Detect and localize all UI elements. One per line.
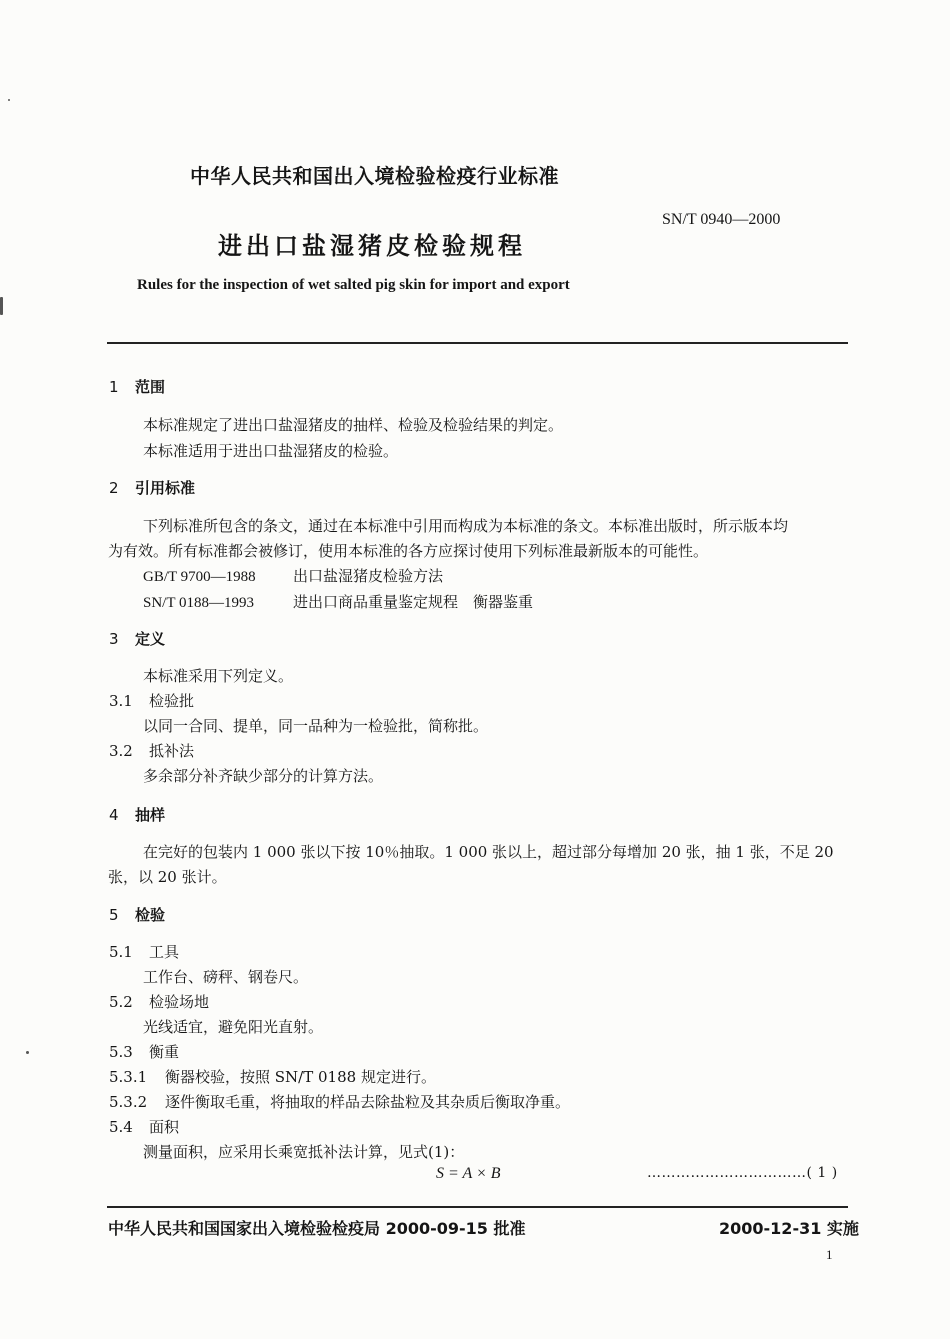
clause-text: 工作台、磅秤、钢卷尺。 [143,968,309,986]
definition-text: 以同一合同、提单，同一品种为一检验批，简称批。 [143,717,489,735]
clause-number: 5.3.2 [109,1093,148,1111]
paragraph: 下列标准所包含的条文，通过在本标准中引用而构成为本标准的条文。本标准出版时，所示版本均 [143,517,789,535]
definition-3-1-heading [109,690,194,711]
footer-divider [107,1206,848,1208]
clause-text: 逐件衡取毛重，将抽取的样品去除盐粒及其杂质后衡取净重。 [165,1093,571,1111]
clause-term: 面积 [149,1118,180,1136]
section-number: 3 [109,630,119,648]
section-3-heading [109,628,165,649]
paragraph: 本标准适用于进出口盐湿猪皮的检验。 [143,442,399,460]
clause-number: 5.2 [109,993,133,1011]
clause-number: 3.2 [109,742,133,760]
clause-text: 测量面积，应采用长乘宽抵补法计算，见式(1)： [143,1143,465,1161]
reference-title: 进出口商品重量鉴定规程 衡器鉴重 [293,593,534,611]
area-formula: S = A × B [436,1165,501,1182]
clause-5-3-2 [109,1091,570,1112]
section-number: 1 [109,378,119,396]
section-title: 引用标准 [135,479,196,497]
section-title: 定义 [135,630,166,648]
section-number: 5 [109,906,119,924]
section-title: 检验 [135,906,166,924]
section-5-heading [109,904,165,925]
paragraph: 在完好的包装内 1 000 张以下按 10％抽取。1 000 张以上，超过部分每增加 20 张，抽 1 张，不足 20 [143,843,834,861]
clause-term: 检验批 [149,692,195,710]
effective-date: 2000-12-31 实施 [719,1219,859,1238]
issuing-authority: 中华人民共和国出入境检验检疫行业标准 [190,164,559,188]
clause-text: 光线适宜，避免阳光直射。 [143,1018,324,1036]
section-title: 抽样 [135,806,166,824]
section-2-heading [109,477,195,498]
paragraph: 本标准采用下列定义。 [143,667,294,685]
clause-5-1-heading [109,941,179,962]
definition-text: 多余部分补齐缺少部分的计算方法。 [143,767,384,785]
reference-code: SN/T 0188—1993 [143,595,254,611]
clause-term: 检验场地 [149,993,210,1011]
section-title: 范围 [135,378,166,396]
section-number: 2 [109,479,119,497]
paragraph-continuation: 为有效。所有标准都会被修订，使用本标准的各方应探讨使用下列标准最新版本的可能性。 [108,542,709,560]
clause-number: 5.3 [109,1043,133,1061]
clause-term: 衡重 [149,1043,180,1061]
clause-term: 抵补法 [149,742,195,760]
reference-item [143,565,443,586]
clause-5-2-heading [109,991,209,1012]
clause-number: 5.4 [109,1118,133,1136]
header-divider [107,342,848,344]
scan-edge-mark [0,297,3,315]
clause-text: 衡器校验，按照 SN/T 0188 规定进行。 [165,1068,436,1086]
clause-number: 5.1 [109,943,133,961]
page-number: 1 [826,1247,833,1262]
approval-line: 中华人民共和国国家出入境检验检疫局 2000-09-15 批准 [108,1219,526,1238]
equation-label: ( 1 ) [806,1165,838,1181]
page-title: 进出口盐湿猪皮检验规程 [218,232,526,260]
clause-number: 5.3.1 [109,1068,148,1086]
clause-number: 3.1 [109,692,133,710]
paragraph: 本标准规定了进出口盐湿猪皮的抽样、检验及检验结果的判定。 [143,416,564,434]
scan-speck [8,99,10,101]
reference-code: GB/T 9700—1988 [143,569,256,585]
clause-5-3-1 [109,1066,436,1087]
clause-term: 工具 [149,943,180,961]
equation-number [647,1165,838,1181]
paragraph-continuation: 张，以 20 张计。 [108,868,227,886]
section-4-heading [109,804,165,825]
clause-5-3-heading [109,1041,179,1062]
english-title: Rules for the inspection of wet salted pig skin for import and export [137,277,570,293]
section-number: 4 [109,806,119,824]
standard-number: SN/T 0940—2000 [662,211,781,228]
scan-speck [26,1051,29,1054]
reference-title: 出口盐湿猪皮检验方法 [293,567,444,585]
section-1-heading [109,376,165,397]
reference-item [143,591,533,612]
clause-5-4-heading [109,1116,179,1137]
leader-dots: …………………………… [647,1165,807,1181]
definition-3-2-heading [109,740,194,761]
